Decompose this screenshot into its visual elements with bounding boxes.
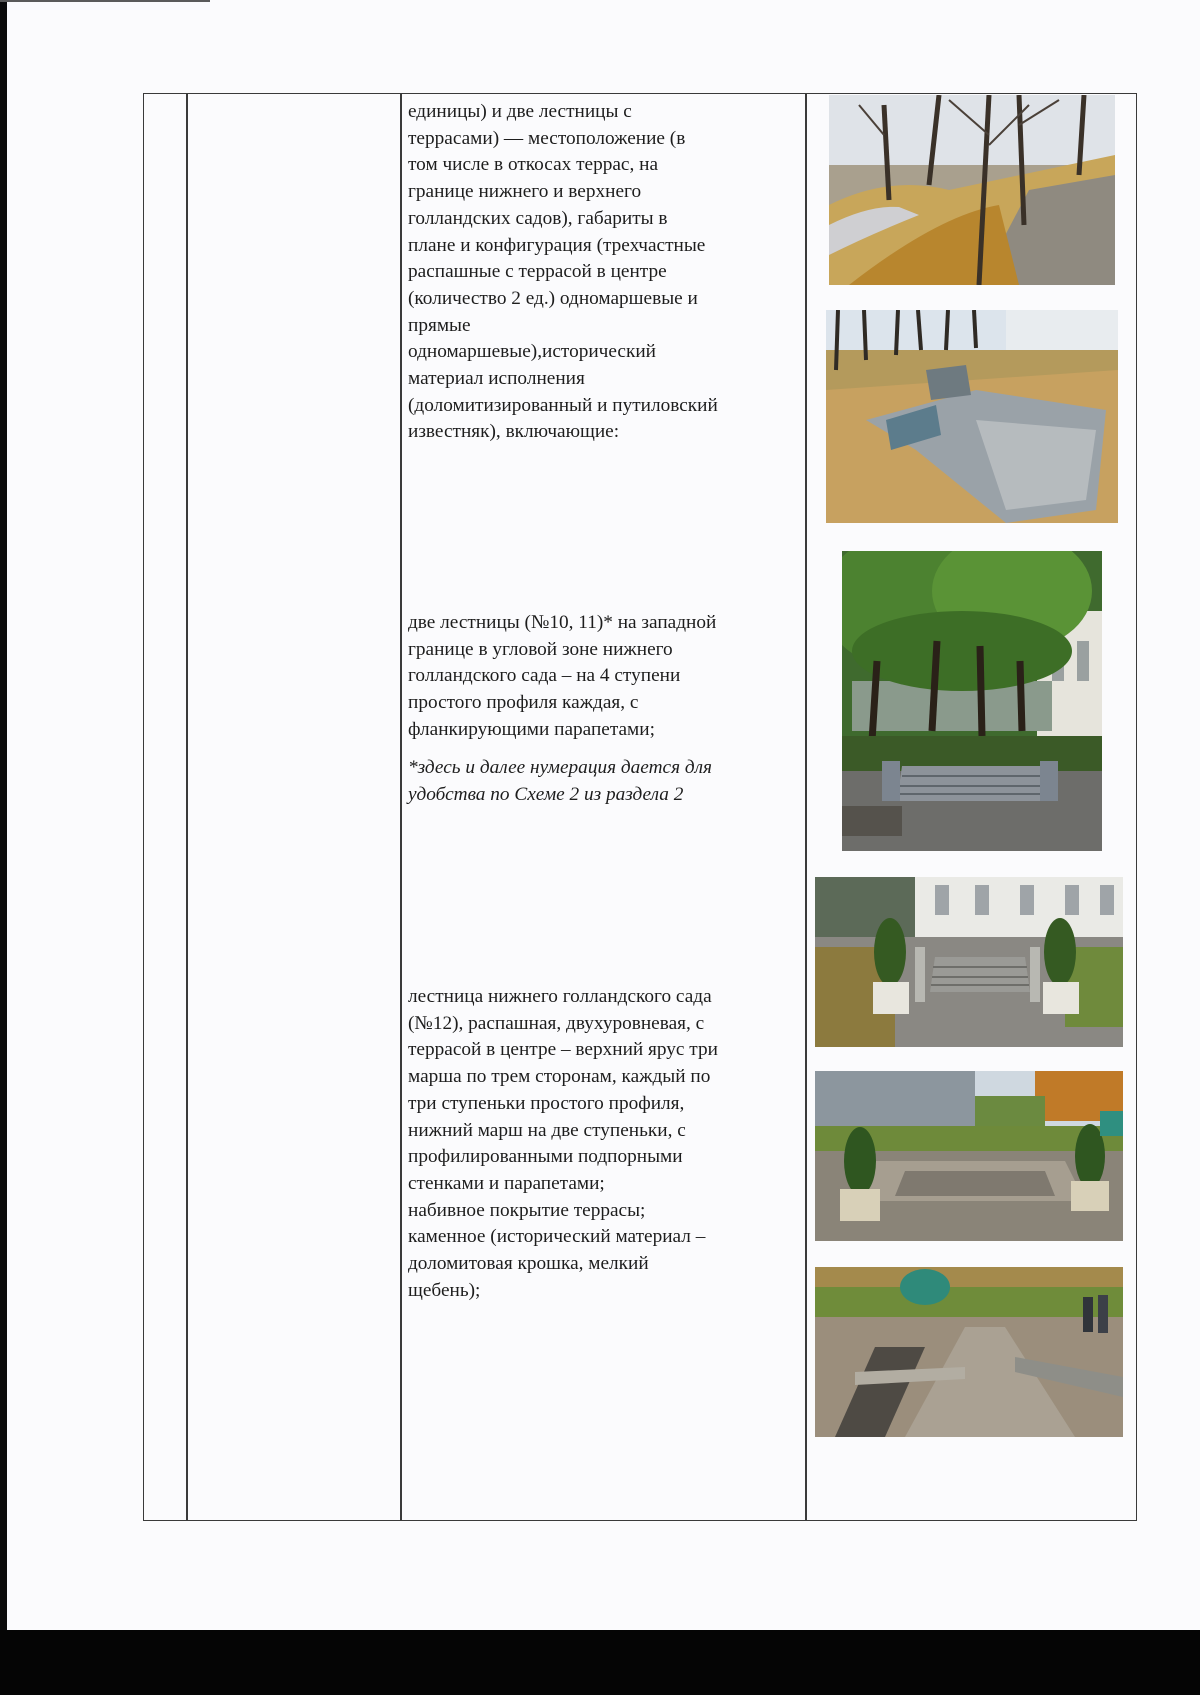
- photo-stair-12-front: [815, 877, 1123, 1047]
- description-paragraph-1: единицы) и две лестницы с террасами) — местоположение (в том числе в откосах террас, на границе нижнего и верхнего голландских садов), габариты в плане и конфигурация (трехчастные распашные с террасой в центре (количество 2 ед.) одномаршевые и прямые одномаршевые),исторический материал исполнения (доломитизированный и путиловский известняк), включающие:: [408, 101, 718, 443]
- column-divider-2: [400, 94, 402, 1520]
- photo-terrace-walk: [815, 1267, 1123, 1437]
- column-divider-1: [186, 94, 188, 1520]
- scan-bottom-edge: [0, 1630, 1200, 1695]
- photo-terrace-slope: [829, 95, 1115, 285]
- description-paragraph-3: лестница нижнего голландского сада (№12), распашная, двухуровневая, с террасой в центре – верхний ярус три марша по трем сторонам, каждый по три ступеньки простого профиля, нижний марш на две ступеньки, с профилированными подпорными стенками и парапетами; набивное покрытие террасы; каменное (исторический материал – доломитовая крошка, мелкий щебень);: [408, 986, 718, 1301]
- photo-stair-12-terrace: [815, 1071, 1123, 1241]
- photo-stairs-10-11: [842, 551, 1102, 851]
- footnote: *здесь и далее нумерация дается для удобства по Схеме 2 из раздела 2: [408, 757, 712, 805]
- description-paragraph-2: две лестницы (№10, 11)* на западной границе в угловой зоне нижнего голландского сада – на 4 ступени простого профиля каждая, с фланкирующими парапетами;: [408, 612, 717, 740]
- scan-top-edge: [0, 0, 210, 2]
- photo-stone-terrace-steps: [826, 310, 1118, 523]
- scan-left-edge: [0, 0, 7, 1630]
